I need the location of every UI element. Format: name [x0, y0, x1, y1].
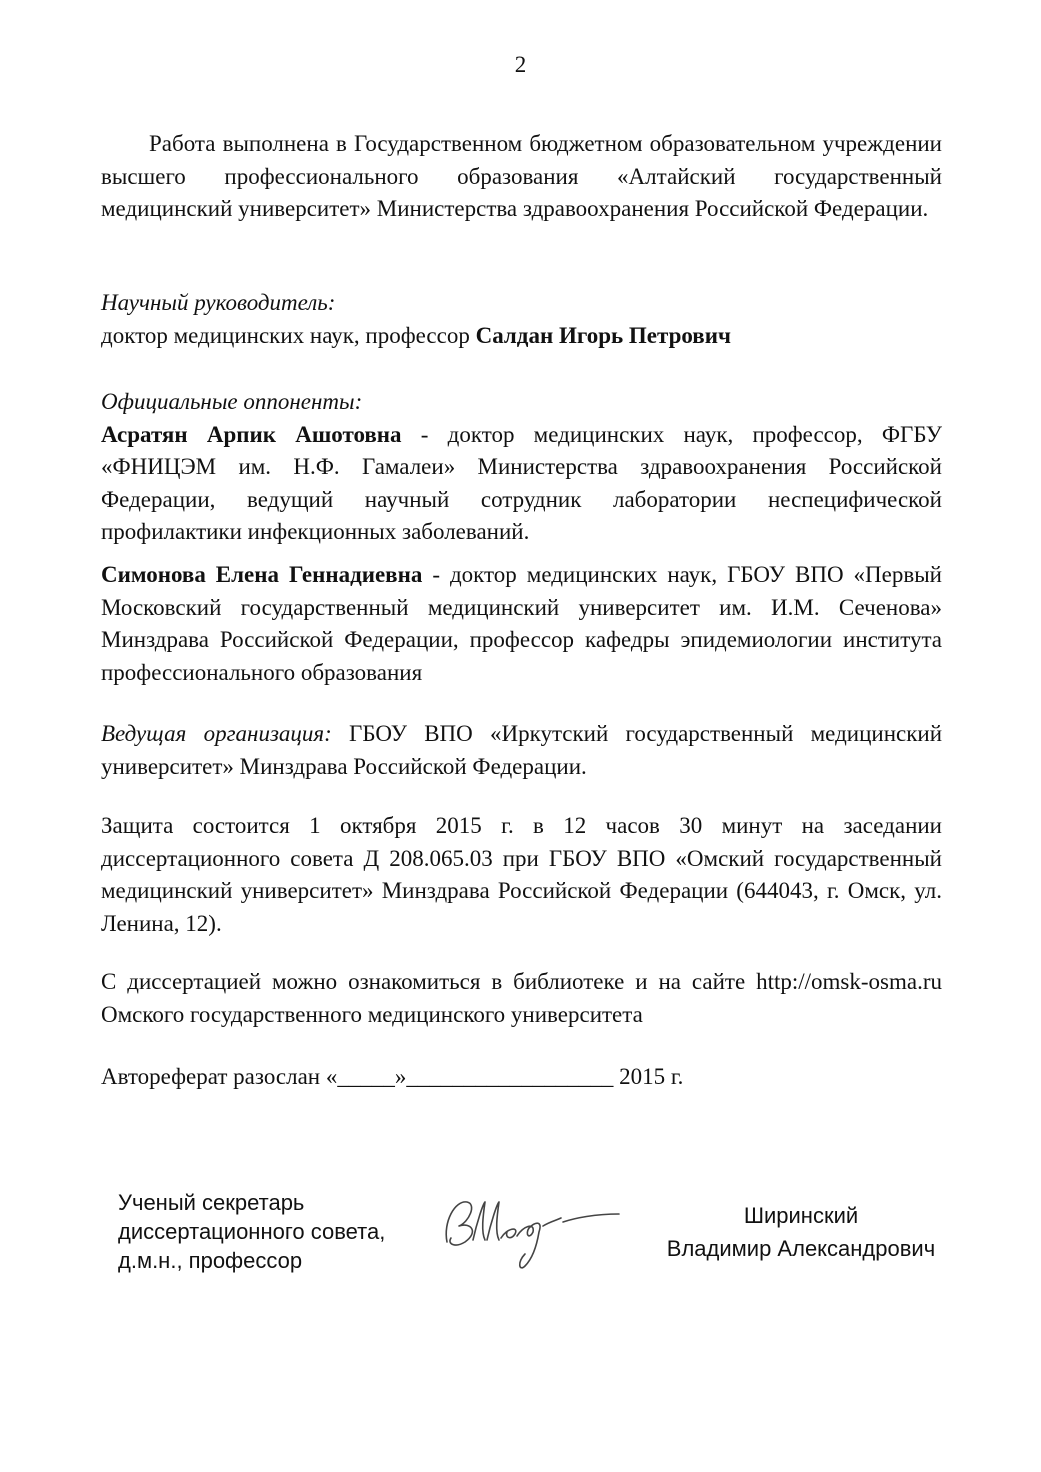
supervisor-section: [101, 287, 942, 352]
opponent-name: Симонова Елена Геннадиевна: [101, 562, 423, 587]
page-number: 2: [514, 52, 527, 77]
intro-section: [101, 128, 942, 226]
opponent-details: - доктор медицинских наук, профессор, ФГБУ «ФНИЦЭМ им. Н.Ф. Гамалеи» Министерства здравоохранения Российской Федерации, ведущий научный сотрудник лаборатории неспецифической профилактики инфекционных заболеваний.: [101, 421, 942, 544]
opponent-2: [101, 559, 942, 689]
opponents-heading: Официальные оппоненты:: [101, 389, 363, 414]
supervisor-line: [101, 320, 942, 353]
secretary-line-1: Ученый секретарь: [118, 1190, 305, 1215]
opponent-name: Асратян Арпик Ашотовна: [101, 421, 402, 447]
supervisor-heading: Научный руководитель:: [101, 290, 336, 315]
opponents-section: [101, 386, 942, 549]
secretary-title-block: [118, 1188, 385, 1275]
leading-org-paragraph: [101, 718, 942, 783]
secretary-given-names: Владимир Александрович: [666, 1236, 936, 1261]
sent-line: Автореферат разослан «_____»__________________ 2015 г.: [101, 1064, 684, 1089]
leading-org-label: Ведущая организация:: [101, 721, 332, 746]
leading-org-text: ГБОУ ВПО «Иркутский государственный медицинский университет» Минздрава Российской Федерации.: [101, 721, 942, 779]
intro-paragraph: Работа выполнена в Государственном бюджетном образовательном учреждении высшего профессионального образования «Алтайский государственный медицинский университет» Министерства здравоохранения Российской Федерации.: [101, 131, 942, 221]
opponent-1: [101, 419, 942, 549]
secretary-line-2: диссертационного совета,: [118, 1219, 386, 1244]
opponent-2-section: [101, 559, 942, 689]
library-section: [101, 966, 942, 1031]
library-paragraph: С диссертацией можно ознакомиться в библиотеке и на сайте http://omsk-osma.ru Омского государственного медицинского университета: [101, 969, 942, 1027]
leading-org-section: [101, 718, 942, 783]
sent-section: [101, 1061, 942, 1094]
opponent-details: - доктор медицинских наук, ГБОУ ВПО «Первый Московский государственный медицинский университет им. И.М. Сеченова» Минздрава Российской Федерации, профессор кафедры эпидемиологии института профессионального образования: [101, 562, 942, 685]
defense-paragraph: Защита состоится 1 октября 2015 г. в 12 часов 30 минут на заседании диссертационного совета Д 208.065.03 при ГБОУ ВПО «Омский государственный медицинский университет» Минздрава Российской Федерации (644043, г. Омск, ул. Ленина, 12).: [101, 813, 942, 936]
secretary-surname: Ширинский: [743, 1203, 859, 1228]
supervisor-name: Салдан Игорь Петрович: [475, 322, 731, 348]
secretary-name-block: [640, 1199, 962, 1265]
handwritten-signature: [425, 1182, 625, 1272]
defense-section: [101, 810, 942, 940]
secretary-line-3: д.м.н., профессор: [118, 1248, 303, 1273]
supervisor-title: доктор медицинских наук, профессор: [101, 322, 470, 348]
